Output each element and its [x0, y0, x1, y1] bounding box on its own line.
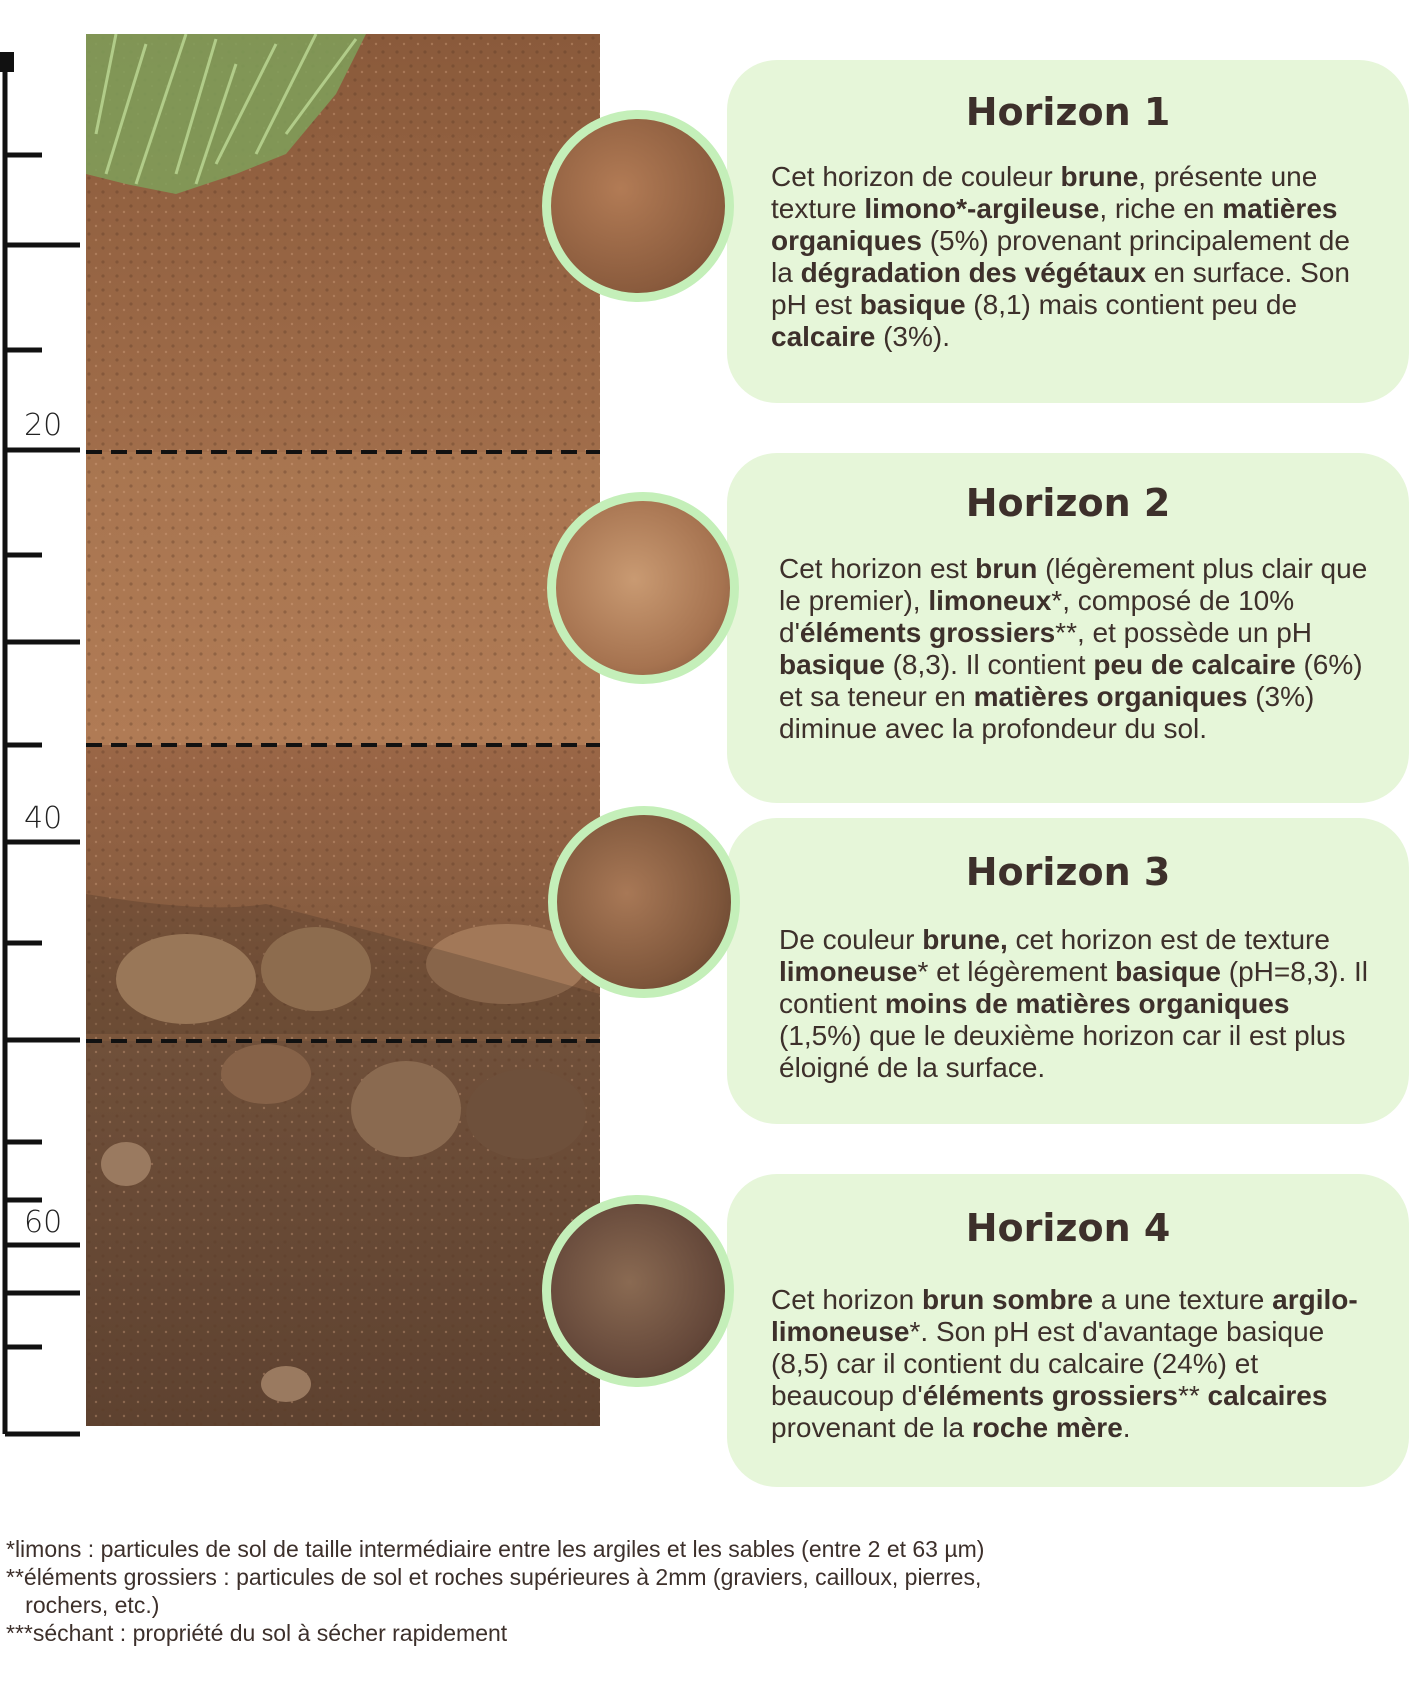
text-run: * et légèrement: [917, 956, 1116, 987]
text-run: , riche en: [1099, 193, 1223, 224]
horizon-3-card: [727, 818, 1409, 1124]
text-run: , présente une texture: [771, 161, 1318, 224]
text-run: Cet horizon de couleur: [771, 161, 1061, 192]
depth-label-20: 20: [24, 408, 63, 443]
horizon-3-zoom-image: [548, 806, 740, 998]
bold-term: basique: [859, 289, 966, 320]
bold-term: roche mère: [971, 1412, 1123, 1443]
horizon-4-description: [771, 1284, 1379, 1444]
horizon-1-zoom-image: [542, 110, 734, 302]
depth-label-60: 60: [24, 1205, 63, 1240]
bold-term: éléments grossiers: [799, 617, 1056, 648]
text-run: *. Son pH est d'avantage basique (8,5) car il contient du calcaire (24%) et beaucoup d': [771, 1316, 1325, 1411]
bold-term: brune,: [922, 924, 1008, 955]
horizon-4-title: Horizon 4: [965, 1206, 1171, 1250]
bold-term: matières organiques: [973, 681, 1248, 712]
bold-term: peu de calcaire: [1093, 649, 1296, 680]
bold-term: limono*-argileuse: [864, 193, 1100, 224]
text-run: *, composé de 10% d': [779, 585, 1295, 648]
footnote-sechant: ***séchant : propriété du sol à sécher rapidement: [6, 1620, 508, 1646]
bold-term: basique: [779, 649, 885, 680]
text-run: (1,5%) que le deuxième horizon car il est plus éloigné de la surface.: [779, 1020, 1346, 1083]
horizon-1-title: Horizon 1: [965, 90, 1171, 134]
horizon-2-description: [779, 553, 1379, 745]
depth-ruler: [0, 0, 90, 1460]
text-run: a une texture: [1093, 1284, 1273, 1315]
bold-term: limoneuse: [779, 956, 918, 987]
text-run: cet horizon est de texture: [1007, 924, 1330, 955]
bold-term: argilo-limoneuse: [771, 1284, 1358, 1347]
text-run: provenant de la: [771, 1412, 972, 1443]
bold-term: brun sombre: [921, 1284, 1094, 1315]
horizon-1-description: [771, 161, 1379, 353]
text-run: en surface. Son pH est: [771, 257, 1350, 320]
footnote-limons: *limons : particules de sol de taille intermédiaire entre les argiles et les sables (entre 2 et 63 µm): [6, 1536, 985, 1562]
bold-term: dégradation des végétaux: [800, 257, 1147, 288]
bold-term: matières organiques: [771, 193, 1338, 256]
bold-term: limoneux: [928, 585, 1052, 616]
depth-label-40: 40: [24, 801, 63, 836]
horizon-4-card: [727, 1174, 1409, 1487]
text-run: (8,3). Il contient: [884, 649, 1094, 680]
text-run: **: [1177, 1380, 1208, 1411]
text-run: (légèrement plus clair que le premier),: [779, 553, 1368, 616]
bold-term: brune: [1060, 161, 1139, 192]
text-run: De couleur: [779, 924, 923, 955]
bold-term: brun: [975, 553, 1038, 584]
horizon-3-title: Horizon 3: [965, 850, 1171, 894]
footnote-elements-grossiers: **éléments grossiers : particules de sol et roches supérieures à 2mm (graviers, cailloux, pierres,: [6, 1564, 982, 1590]
text-run: (5%) provenant principalement de la: [771, 225, 1350, 288]
bold-term: basique: [1115, 956, 1221, 987]
text-run: (8,1) mais contient peu de: [965, 289, 1298, 320]
text-run: .: [1122, 1412, 1131, 1443]
horizon-2-title: Horizon 2: [965, 481, 1171, 525]
footnote-elements-grossiers-cont: rochers, etc.): [6, 1592, 160, 1618]
bold-term: calcaires: [1207, 1380, 1328, 1411]
horizon-4-zoom-image: [542, 1195, 734, 1387]
text-run: Cet horizon est: [779, 553, 976, 584]
text-run: (3%) diminue avec la profondeur du sol.: [779, 681, 1315, 744]
horizon-2-card: [727, 453, 1409, 803]
text-run: (6%) et sa teneur en: [779, 649, 1363, 712]
soil-profile-photo: [86, 34, 600, 1426]
text-run: (3%).: [875, 321, 951, 352]
bold-term: éléments grossiers: [922, 1380, 1178, 1411]
ruler-ticks: [5, 155, 80, 1434]
horizon-1-card: [727, 60, 1409, 403]
text-run: **, et possède un pH: [1055, 617, 1313, 648]
footnotes: [6, 1535, 1206, 1647]
depth-ruler-graphic: [0, 0, 90, 1460]
bold-term: calcaire: [771, 321, 876, 352]
bold-term: moins de matières organiques: [884, 988, 1290, 1019]
horizon-2-zoom-image: [547, 492, 739, 684]
text-run: (pH=8,3). Il contient: [779, 956, 1369, 1019]
horizon-3-description: [779, 924, 1379, 1084]
soil-profile-illustration: [86, 34, 600, 1426]
text-run: Cet horizon: [771, 1284, 922, 1315]
